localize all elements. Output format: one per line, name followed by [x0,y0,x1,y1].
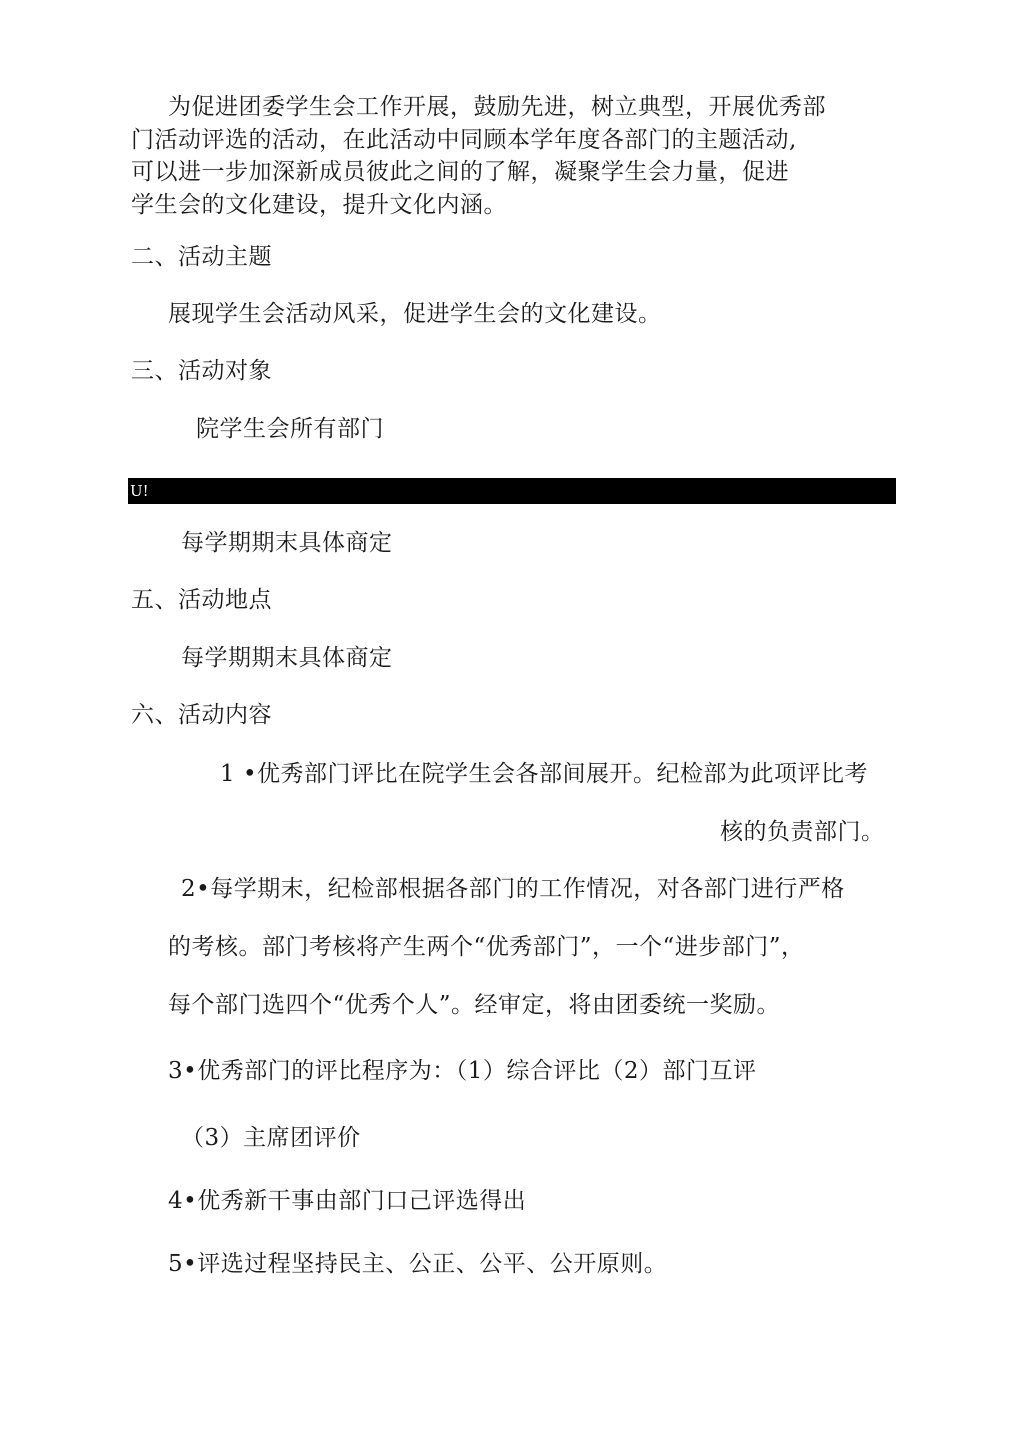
redacted-heading-bar [128,478,896,504]
section-body-target: 院学生会所有部门 [196,416,384,442]
content-item-1-line-2: 核的负责部门。 [720,819,885,845]
intro-line-4: 学生会的文化建设，提升文化内涵。 [131,192,507,218]
content-item-3-line-1: 3•优秀部门的评比程序为：（1）综合评比（2）部门互评 [168,1058,757,1084]
section-heading-target: 三、活动对象 [131,358,272,384]
content-item-2-line-3: 每个部门选四个“优秀个人”。经审定，将由团委统一奖励。 [168,992,781,1018]
section-heading-content: 六、活动内容 [131,702,272,728]
content-item-3-line-2: （3）主席团评价 [181,1125,361,1151]
section-body-time: 每学期期末具体商定 [181,530,393,556]
content-item-2-line-2: 的考核。部门考核将产生两个“优秀部门”，一个“进步部门”， [168,934,805,960]
content-item-2-line-1: 2•每学期末，纪检部根据各部门的工作情况，对各部门进行严格 [181,876,845,902]
content-item-5: 5•评选过程坚持民主、公正、公平、公开原则。 [168,1251,668,1277]
content-item-4: 4•优秀新干事由部门口己评选得出 [168,1188,527,1214]
intro-line-1: 为促进团委学生会工作开展，鼓励先进，树立典型，开展优秀部 [168,94,826,120]
section-heading-theme: 二、活动主题 [131,244,272,270]
intro-line-3: 可以进一步加深新成员彼此之间的了解，凝聚学生会力量，促进 [131,159,789,185]
content-item-1-line-1: 1 •优秀部门评比在院学生会各部间展开。纪检部为此项评比考 [220,761,869,787]
redacted-heading-text: U! [130,482,149,500]
section-body-theme: 展现学生会活动风采，促进学生会的文化建设。 [168,301,662,327]
section-body-location: 每学期期末具体商定 [181,645,393,671]
section-heading-location: 五、活动地点 [131,587,272,613]
intro-line-2: 门活动评选的活动，在此活动中同顾本学年度各部门的主题活动, [131,127,797,153]
